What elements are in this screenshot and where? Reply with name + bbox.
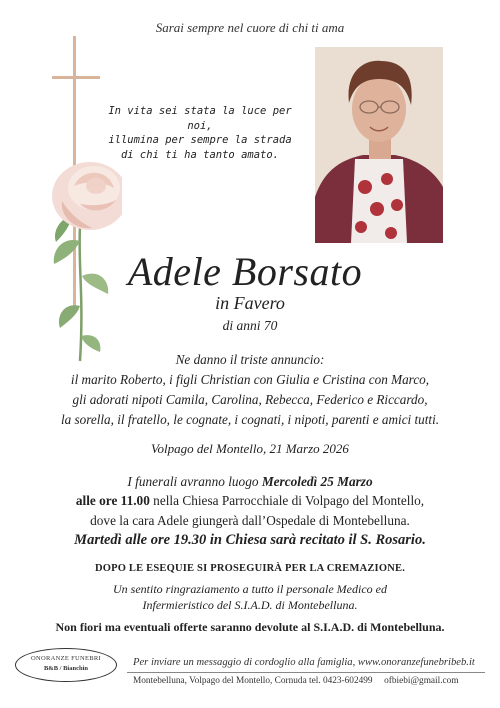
place-date: Volpago del Montello, 21 Marzo 2026	[151, 441, 349, 456]
announcement-line: il marito Roberto, i figli Christian con Giulia e Cristina con Marco,	[70, 372, 430, 387]
married-name: in Favero	[215, 293, 285, 313]
funeral-intro: I funerali avranno luogo	[127, 474, 262, 489]
footer-contacts: Montebelluna, Volpago del Montello, Cornuda tel. 0423-602499 ofbiebi@gmail.com	[133, 676, 459, 686]
announcement-line: gli adorati nipoti Camila, Carolina, Rebecca, Federico e Riccardo,	[72, 392, 428, 407]
cross-with-rose-icon	[42, 36, 122, 366]
logo-line: ONORANZE FUNEBRI	[31, 655, 101, 662]
thanks-line: Un sentito ringraziamento a tutto il personale Medico ed	[113, 582, 387, 596]
poem-block	[100, 104, 300, 162]
funeral-home-logo	[15, 648, 117, 682]
deceased-age: di anni 70	[222, 318, 278, 333]
flowers-note: Non fiori ma eventuali offerte saranno devolute al S.I.A.D. di Montebelluna.	[55, 620, 445, 634]
header-text: Sarai sempre nel cuore di chi ti ama	[155, 20, 345, 35]
deceased-name: Adele Borsato	[127, 249, 363, 294]
funeral-line: dove la cara Adele giungerà dall’Ospedale di Montebelluna.	[90, 513, 410, 528]
funeral-line	[10, 471, 490, 492]
announcement-line: la sorella, il fratello, le cognate, i cognati, i nipoti, parenti e amici tutti.	[60, 412, 440, 427]
poem-line: di chi ti ha tanto amato.	[120, 148, 280, 161]
funeral-place: nella Chiesa Parrocchiale di Volpago del Montello,	[149, 493, 425, 508]
logo-line: B&B / Bianchin	[43, 665, 89, 672]
funeral-line	[10, 490, 490, 511]
thanks-line: Infermieristico del S.I.A.D. di Montebelluna.	[142, 598, 358, 612]
portrait-photo	[315, 47, 443, 243]
funeral-time: alle ore 11.00	[75, 493, 150, 508]
poem-line: In vita sei stata la luce per noi,	[108, 105, 292, 132]
poem-line: illumina per sempre la strada	[108, 134, 292, 146]
footer-divider	[127, 672, 485, 673]
rosary-line: Martedì alle ore 19.30 in Chiesa sarà recitato il S. Rosario.	[74, 532, 426, 548]
announcement-title: Ne danno il triste annuncio:	[175, 352, 325, 367]
footer-message: Per inviare un messaggio di cordoglio alla famiglia, www.onoranzefunebribeb.it	[133, 657, 475, 668]
funeral-date: Mercoledì 25 Marzo	[261, 474, 373, 489]
cremation-note: DOPO LE ESEQUIE SI PROSEGUIRÀ PER LA CREMAZIONE.	[94, 563, 406, 574]
